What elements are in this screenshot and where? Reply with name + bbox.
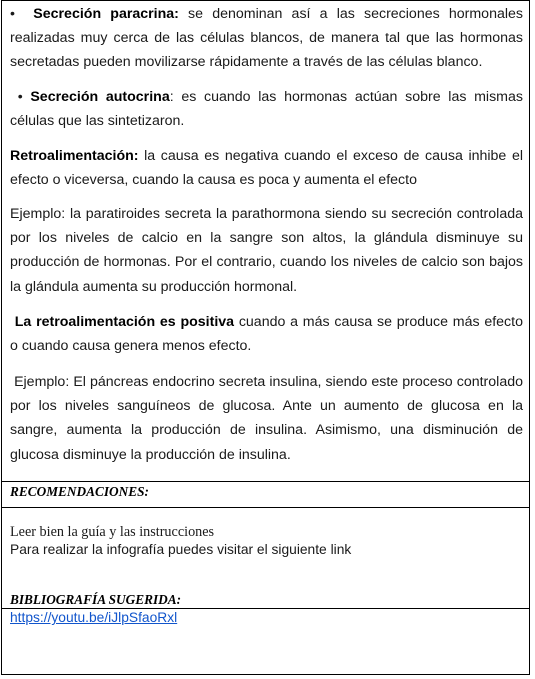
paragraph-autocrina (10, 85, 523, 133)
paragraph-paracrina (10, 2, 523, 75)
text-retroalimentacion: la causa es negativa cuando el exceso de causa inhibe el efecto o viceversa, cuando la causa es poca y aumenta el efecto (10, 148, 523, 189)
paragraph-ejemplo-pancreas (10, 370, 523, 467)
bibliografia-heading: BIBLIOGRAFÍA SUGERIDA: (10, 592, 182, 607)
recomendaciones-heading: RECOMENDACIONES: (10, 484, 149, 499)
recomendacion-line-2: Para realizar la infografía puedes visitar el siguiente link (10, 542, 352, 557)
term-retro-positiva: La retroalimentación es positiva (14, 314, 235, 330)
text-ejemplo-paratiroides: Ejemplo: la paratiroides secreta la parathormona siendo su secreción controlada por los niveles de calcio en la sangre son altos, la glándula disminuye su producción de hormonas. Por el contrario, cuando los niveles de calcio son bajos la glándula aumenta su producción hormonal. (10, 206, 523, 295)
text-retro-positiva: cuando a más causa se produce más efecto o cuando causa genera menos efecto. (10, 314, 523, 355)
term-retroalimentacion: Retroalimentación: (10, 148, 139, 164)
bibliografia-cell (2, 609, 529, 674)
text-ejemplo-pancreas: Ejemplo: El páncreas endocrino secreta insulina, siendo este proceso controlado por los niveles sanguíneos de glucosa. Ante un aumento de glucosa en la sangre, aumenta la producción de insulina. Asimismo, una disminución de glucosa disminuye la producción de insulina. (10, 374, 523, 463)
term-autocrina: Secreción autocrina (30, 89, 170, 105)
term-paracrina: Secreción paracrina: (33, 6, 179, 22)
content-cell (2, 1, 529, 482)
text-autocrina: : es cuando las hormonas actúan sobre las mismas células que las sintetizaron. (10, 89, 523, 130)
bullet: • (17, 89, 23, 105)
recomendaciones-header-cell (2, 482, 529, 508)
paragraph-retro-positiva (10, 310, 523, 358)
paragraph-ejemplo-paratiroides (10, 202, 523, 299)
text-paracrina: se denominan así a las secreciones hormonales realizadas muy cerca de las células blancos, de manera tal que las hormonas secretadas pueden movilizarse rápidamente a través de las células blanco. (10, 6, 523, 71)
youtube-link[interactable]: https://youtu.be/iJlpSfaoRxl (10, 610, 178, 625)
paragraph-retroalimentacion (10, 144, 523, 192)
recomendaciones-body-cell (2, 508, 529, 609)
bullet: • (10, 6, 15, 22)
recomendacion-line-1: Leer bien la guía y las instrucciones (10, 524, 215, 540)
document-table (1, 0, 530, 675)
